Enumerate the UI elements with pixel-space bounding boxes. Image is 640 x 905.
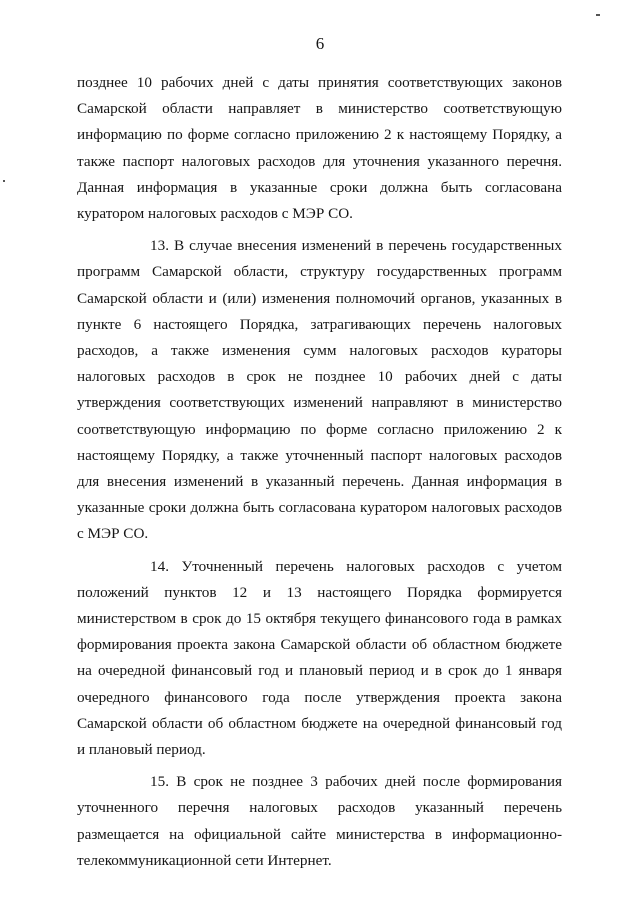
document-body	[77, 70, 562, 874]
paragraph-15: 15. В срок не позднее 3 рабочих дней после формирования уточненного перечня налоговых расходов указанный перечень размещается на официальной сайте министерства в информационно-телекоммуникационной сети Интернет.	[77, 773, 562, 869]
paragraph-14: 14. Уточненный перечень налоговых расходов с учетом положений пунктов 12 и 13 настоящего Порядка формируется министерством в срок до 15 октября текущего финансового года в рамках формирования проекта закона Самарской области об областном бюджете на очередной финансовый год и плановый период и в срок до 1 января очередного финансового года после утверждения проекта закона Самарской области об областном бюджете на очередной финансовый год и плановый период.	[77, 557, 562, 759]
paragraph-13: 13. В случае внесения изменений в перечень государственных программ Самарской области, структуру государственных программ Самарской области и (или) изменения полномочий органов, указанных в пункте 6 настоящего Порядка, затрагивающих перечень налоговых расходов, а также изменения сумм налоговых расходов кураторы налоговых расходов в срок не позднее 10 рабочих дней с даты утверждения соответствующих изменений направляют в министерство соответствующую информацию по форме согласно приложению 2 к настоящему Порядку, а также уточненный паспорт налоговых расходов для внесения изменений в указанный перечень. Данная информация в указанные сроки должна быть согласована куратором налоговых расходов с МЭР СО.	[77, 237, 562, 543]
page-number: 6	[315, 34, 325, 53]
paragraph-continuation: позднее 10 рабочих дней с даты принятия соответствующих законов Самарской области направляет в министерство соответствующую информацию по форме согласно приложению 2 к настоящему Порядку, а также паспорт налоговых расходов для уточнения указанного перечня. Данная информация в указанные сроки должна быть согласована куратором налоговых расходов с МЭР СО.	[77, 74, 562, 223]
scan-mark	[3, 180, 5, 182]
scan-mark	[596, 14, 600, 16]
